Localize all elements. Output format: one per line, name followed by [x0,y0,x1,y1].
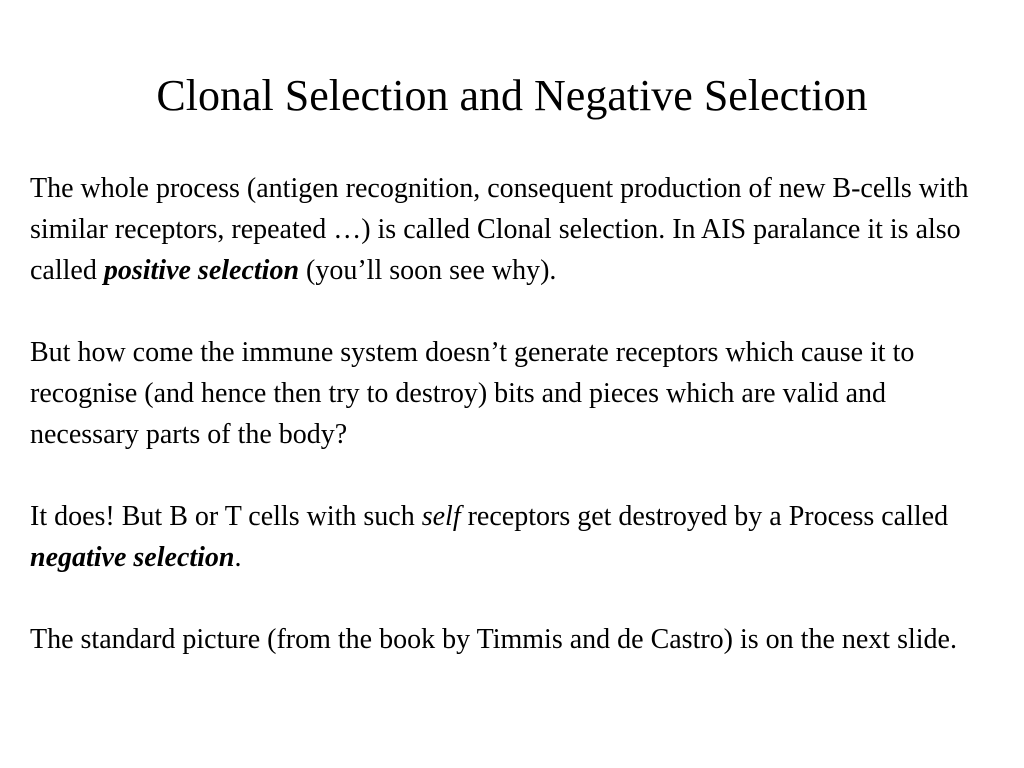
paragraph-negative-selection [30,496,990,578]
paragraph-text: The whole process (antigen recognition, consequent production of new B-cells with similar receptors, repeated …) is called Clonal selection. In AIS paralance it is also called [30,173,969,286]
paragraph-question: But how come the immune system doesn’t generate receptors which cause it to recognise (and hence then try to destroy) bits and pieces which are valid and necessary parts of the body? [30,337,915,450]
emphasis-negative-selection: negative selection [30,542,235,573]
paragraph-next-slide: The standard picture (from the book by Timmis and de Castro) is on the next slide. [30,624,957,655]
slide-body [30,168,990,660]
emphasis-positive-selection: positive selection [103,255,300,286]
paragraph-text: It does! But B or T cells with such [30,501,422,532]
slide-title: Clonal Selection and Negative Selection [156,71,868,120]
paragraph-text: . [234,542,242,573]
paragraph-clonal-selection [30,168,990,291]
italic-self: self [421,501,461,532]
paragraph-text: (you’ll soon see why). [299,255,557,286]
paragraph-text: receptors get destroyed by a Process called [460,501,949,532]
